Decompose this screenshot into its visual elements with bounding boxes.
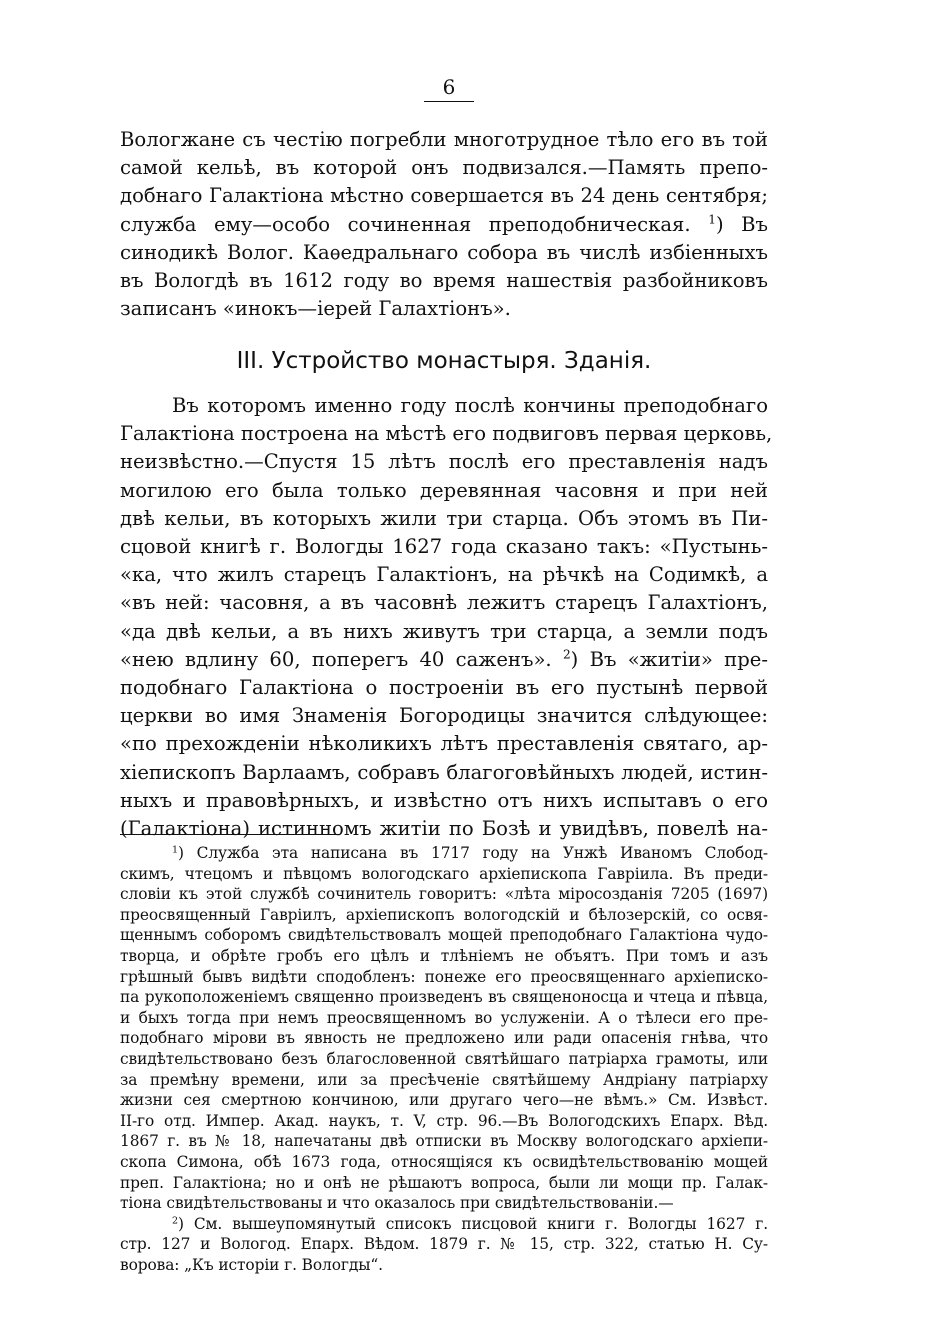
footnote-line: преосвященный Гавріилъ, архіепископъ вологодскій и бѣлозерскій, со освя-: [120, 905, 768, 924]
footnote-line: II-го отд. Импер. Акад. наукъ, т. V, стр. 96.—Въ Вологодскихъ Епарх. Вѣд.: [120, 1111, 768, 1130]
footnote-line: подобнаго мірови въ явность не предложено или ради опасенія гнѣва, что: [120, 1029, 768, 1048]
text-segment: Въ «житіи» пре-: [589, 647, 768, 671]
text-line: «да двѣ кельи, а въ нихъ живутъ три старца, а земли подъ: [120, 619, 768, 643]
text-line: добнаго Галактіона мѣстно совершается въ 24 день сентября;: [120, 184, 768, 208]
text-line: подобнаго Галактіона о построеніи въ его пустынѣ первой: [120, 676, 768, 700]
text-line: (Галактіона) истинномъ житіи по Бозѣ и увидѣвъ, повелѣ на-: [120, 817, 768, 841]
text-line: самой кельѣ, въ которой онъ подвизался.—Память препо-: [120, 156, 768, 180]
footnote-reference: 1: [708, 212, 716, 227]
text-segment: См. вышеупомянутый списокъ писцовой книги г. Вологды 1627 г.: [193, 1214, 768, 1233]
footnote-separator: [120, 834, 340, 835]
text-line-with-footnote: «нею вдлину 60, поперегъ 40 саженъ». $^2$) Въ «житіи» пре-: [120, 647, 768, 671]
text-line: синодикѣ Волог. Каѳедральнаго собора въ числѣ избіенныхъ: [120, 240, 768, 264]
text-line: въ Вологдѣ въ 1612 году во время нашествія разбойниковъ: [120, 269, 768, 293]
section-paragraph: [120, 392, 773, 843]
footnote-line: творца, и обрѣте гробъ его цѣлъ и тлѣніемъ не объятъ. При томъ и азъ: [120, 946, 768, 965]
footnote-line: скопа Симона, обѣ 1673 года, относящіяся къ освидѣтельствованію мощей: [120, 1152, 768, 1171]
footnote-marker: 1: [172, 844, 178, 856]
footnote-2-first-line: $^2$) См. вышеупомянутый списокъ писцовой книги г. Вологды 1627 г.: [172, 1214, 768, 1233]
footnote-line: тіона свидѣтельствованы и что оказалось при свидѣтельствованіи.—: [120, 1194, 674, 1213]
footnote-reference: 2: [562, 647, 571, 662]
text-line: Галактіона построена на мѣстѣ его подвиговъ первая церковь,: [120, 422, 773, 446]
text-segment: «нею вдлину 60, поперегъ 40 саженъ».: [120, 647, 552, 671]
text-line: сцовой книгѣ г. Вологды 1627 года сказано такъ: «Пустынь-: [120, 535, 768, 559]
text-line: церкви во имя Знаменія Богородицы значится слѣдующее:: [120, 704, 768, 728]
footnotes: [120, 843, 768, 1275]
footnote-line: словіи къ этой службѣ сочинитель говоритъ: «лѣта міросозданія 7205 (1697): [120, 885, 768, 904]
text-segment: служба ему—особо сочиненная преподобническая.: [120, 212, 691, 236]
text-line: записанъ «инокъ—іерей Галахтіонъ».: [120, 297, 511, 321]
text-line: «ка, что жилъ старецъ Галактіонъ, на рѣчкѣ на Содимкѣ, а: [120, 563, 768, 587]
footnote-line: стр. 127 и Вологод. Епарх. Вѣдом. 1879 г. № 15, стр. 322, статью Н. Су-: [120, 1235, 768, 1254]
text-line: могилою его была только деревянная часовня и при ней: [120, 478, 768, 502]
footnote-line: щеннымъ соборомъ свидѣтельствовалъ мощей преподобнаго Галактіона чудо-: [120, 926, 768, 945]
footnote-line: ворова: „Къ исторіи г. Вологды“.: [120, 1255, 383, 1274]
footnote-line: за премѣну времени, или за пресѣченіе святѣйшему Андріану патріарху: [120, 1070, 768, 1089]
footnote-line: и быхъ тогда при немъ преосвященномъ во услуженіи. А о тѣлеси его пре-: [120, 1008, 768, 1027]
text-segment: Служба эта написана въ 1717 году на Унжѣ Иваномъ Слобод-: [196, 844, 768, 862]
footnote-line: преп. Галактіона; но и онѣ не рѣшаютъ вопроса, были ли мощи пр. Галак-: [120, 1173, 768, 1192]
text-line: двѣ кельи, въ которыхъ жили три старца. Объ этомъ въ Пи-: [120, 506, 768, 530]
footnote-line: 1867 г. въ № 18, напечатаны двѣ отписки въ Москву вологодскаго архіепи-: [120, 1132, 768, 1151]
footnote-line: свидѣтельствовано безъ благословенной святѣйшаго патріарха грамоты, или: [120, 1049, 768, 1068]
footnote-1-first-line: $^1$) Служба эта написана въ 1717 году на Унжѣ Иваномъ Слобод-: [172, 844, 768, 862]
text-line: ныхъ и правовѣрныхъ, и извѣстно отъ нихъ испытавъ о его: [120, 788, 768, 812]
page-number-rule: [424, 101, 474, 102]
text-segment: Въ: [741, 212, 768, 236]
intro-paragraph: [120, 126, 768, 323]
text-line: Въ которомъ именно году послѣ кончины преподобнаго: [172, 394, 768, 417]
footnote-line: жизни сея смертною кончиною, или другаго чего—не вѣмъ.» См. Извѣст.: [120, 1091, 768, 1110]
text-line: хіепископъ Варлаамъ, собравъ благоговѣйныхъ людей, истин-: [120, 760, 768, 784]
text-line: неизвѣстно.—Спустя 15 лѣтъ послѣ его преставленія надъ: [120, 450, 768, 474]
footnote-line: скимъ, чтецомъ и пѣвцомъ вологодскаго архіепископа Гавріила. Въ преди-: [120, 864, 768, 883]
text-line: Вологжане съ честію погребли многотрудное тѣло его въ той: [120, 128, 768, 151]
footnote-line: грѣшный бывъ видѣти сподобленъ: понеже его преосвященнаго архіеписко-: [120, 967, 768, 986]
text-line: «по прехожденіи нѣколикихъ лѣтъ преставленія святаго, ар-: [120, 732, 768, 756]
page-number: 6: [442, 75, 456, 99]
text-line-with-footnote: служба ему—особо сочиненная преподобническая. $^1$) Въ: [120, 212, 768, 236]
footnote-marker: 2: [172, 1214, 178, 1226]
text-line: «въ ней: часовня, а въ часовнѣ лежитъ старецъ Галахтіонъ,: [120, 591, 768, 615]
section-heading: III. Устройство монастыря. Зданія.: [236, 348, 652, 374]
footnote-line: па рукоположеніемъ священно произведенъ въ священоносца и чтеца и пѣвца,: [120, 988, 768, 1007]
